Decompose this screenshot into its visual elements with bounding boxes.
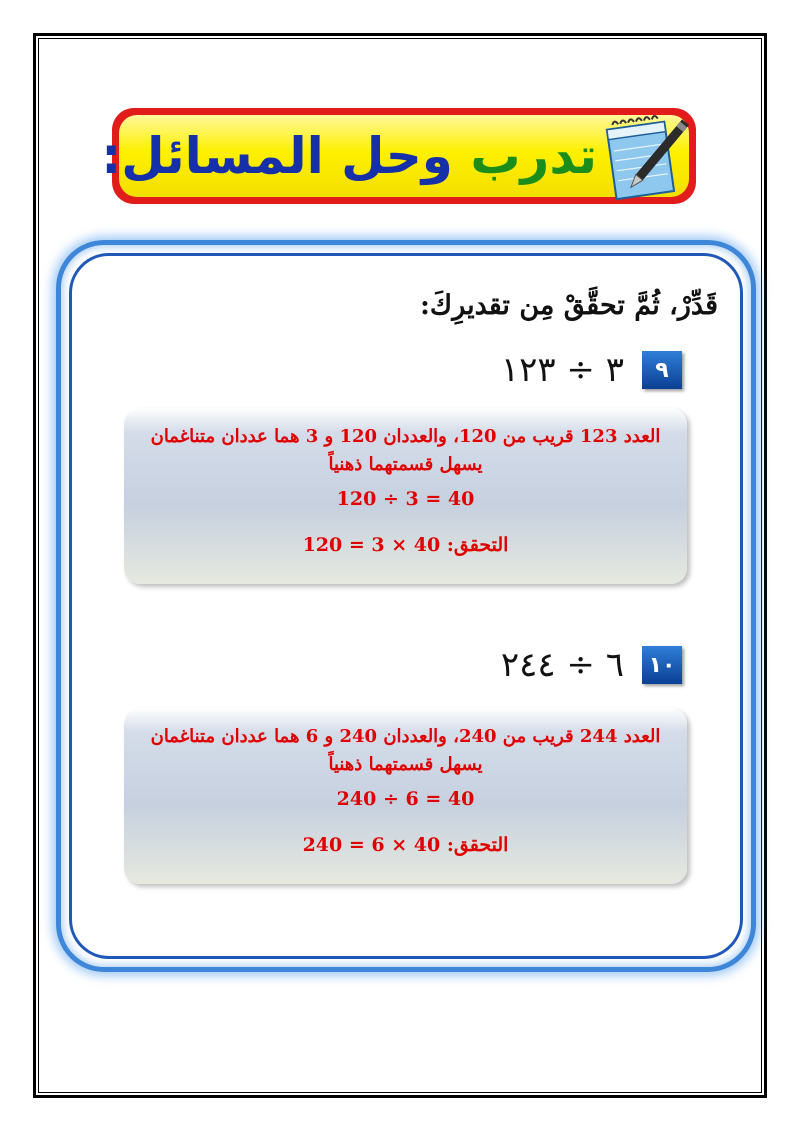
title-banner-inner [101, 115, 689, 197]
title-word-practice: تدرب [470, 127, 597, 185]
problem-10 [501, 645, 682, 685]
notepad-pen-icon [597, 107, 689, 207]
page-title [101, 127, 597, 185]
answer-box-10 [124, 708, 687, 884]
problem-number-badge: ٩ [642, 351, 682, 389]
answer-box-9 [124, 408, 687, 584]
problem-expression: ٦ ÷ ٢٤٤ [500, 645, 624, 685]
problem-number-badge: ١٠ [642, 646, 682, 684]
answer-check: التحقق: 40 × 6 = 240 [302, 834, 509, 856]
answer-explanation: العدد 244 قريب من 240، والعددان 240 و 6 هما عددان متناغمان [150, 726, 661, 747]
instruction-text: قَدِّرْ، ثُمَّ تحقَّقْ مِن تقديرِكَ: [419, 290, 718, 321]
problem-expression: ٣ ÷ ١٢٣ [500, 350, 624, 390]
answer-explanation-cont: يسهل قسمتهما ذهنياً [328, 454, 483, 475]
title-word-solve: وحل المسائل: [101, 127, 453, 185]
answer-check: التحقق: 40 × 3 = 120 [302, 534, 509, 556]
answer-estimate: 40 = 3 ÷ 120 [336, 488, 475, 510]
answer-explanation-cont: يسهل قسمتهما ذهنياً [328, 754, 483, 775]
problem-9 [501, 350, 682, 390]
answer-explanation: العدد 123 قريب من 120، والعددان 120 و 3 هما عددان متناغمان [150, 426, 661, 447]
title-banner [101, 108, 696, 204]
answer-estimate: 40 = 6 ÷ 240 [336, 788, 475, 810]
